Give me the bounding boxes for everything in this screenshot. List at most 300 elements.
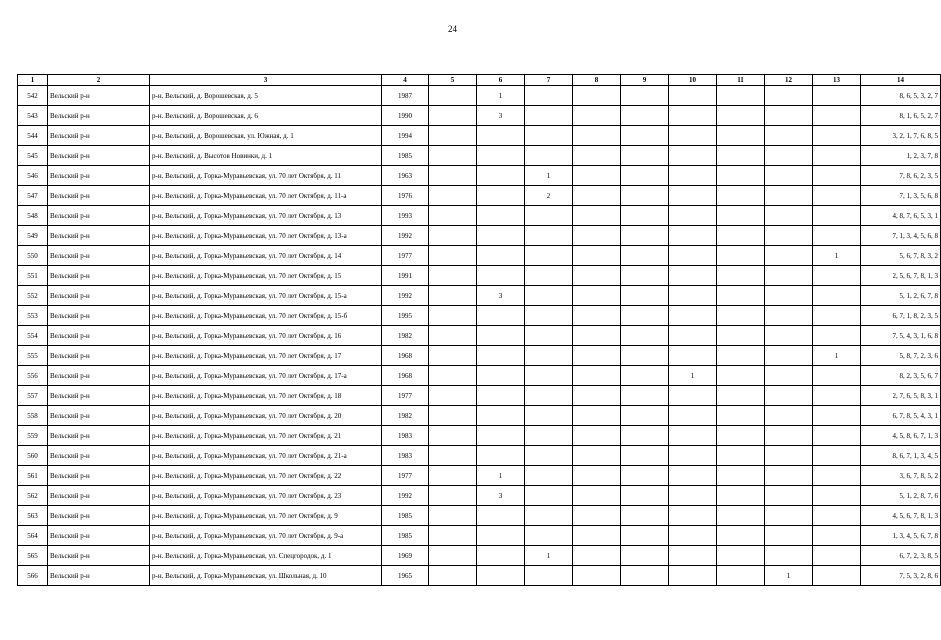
table-row [18,206,941,226]
address-cell: р-н. Вельский, д. Горка-Муравьевская, ул. 70 лет Октября, д. 13 [150,206,382,226]
col12-cell [765,106,813,126]
year-cell: 1982 [382,406,429,426]
address-cell: р-н. Вельский, д. Горка-Муравьевская, ул. 70 лет Октября, д. 16 [150,326,382,346]
district-cell: Вельский р-н [48,106,150,126]
row-number-cell: 548 [18,206,48,226]
col10-cell: 1 [669,366,717,386]
col6-cell [477,186,525,206]
col13-cell: 1 [813,346,861,366]
codes-cell: 4, 5, 6, 7, 8, 1, 3 [861,506,941,526]
col13-cell [813,506,861,526]
column-header-1: 1 [18,75,48,86]
table-row [18,306,941,326]
column-header-5: 5 [429,75,477,86]
table-row [18,246,941,266]
codes-cell: 2, 5, 6, 7, 8, 1, 3 [861,266,941,286]
col7-cell [525,486,573,506]
address-cell: р-н. Вельский, д. Горка-Муравьевская, ул. Спецгородок, д. 1 [150,546,382,566]
column-header-9: 9 [621,75,669,86]
col8-cell [573,146,621,166]
col6-cell [477,126,525,146]
col9-cell [621,166,669,186]
district-cell: Вельский р-н [48,446,150,466]
district-cell: Вельский р-н [48,226,150,246]
col8-cell [573,226,621,246]
col6-cell [477,566,525,586]
col11-cell [717,526,765,546]
col12-cell [765,506,813,526]
col7-cell [525,326,573,346]
row-number-cell: 561 [18,466,48,486]
col13-cell: 1 [813,246,861,266]
col8-cell [573,506,621,526]
col9-cell [621,306,669,326]
col5-cell [429,366,477,386]
codes-cell: 8, 6, 7, 1, 3, 4, 5 [861,446,941,466]
row-number-cell: 554 [18,326,48,346]
row-number-cell: 563 [18,506,48,526]
col5-cell [429,506,477,526]
row-number-cell: 542 [18,86,48,106]
col8-cell [573,566,621,586]
codes-cell: 3, 2, 1, 7, 6, 8, 5 [861,126,941,146]
col5-cell [429,306,477,326]
col5-cell [429,186,477,206]
col11-cell [717,306,765,326]
col12-cell [765,366,813,386]
column-header-3: 3 [150,75,382,86]
district-cell: Вельский р-н [48,426,150,446]
col13-cell [813,126,861,146]
col13-cell [813,366,861,386]
col7-cell [525,146,573,166]
col11-cell [717,286,765,306]
col13-cell [813,326,861,346]
row-number-cell: 545 [18,146,48,166]
col6-cell [477,366,525,386]
col5-cell [429,166,477,186]
table-row [18,266,941,286]
col7-cell [525,526,573,546]
col13-cell [813,446,861,466]
col5-cell [429,406,477,426]
col12-cell [765,306,813,326]
col8-cell [573,466,621,486]
column-header-13: 13 [813,75,861,86]
col12-cell [765,246,813,266]
col12-cell [765,206,813,226]
col12-cell [765,446,813,466]
col5-cell [429,86,477,106]
col13-cell [813,106,861,126]
col10-cell [669,86,717,106]
table-row [18,286,941,306]
codes-cell: 2, 7, 6, 5, 8, 3, 1 [861,386,941,406]
row-number-cell: 553 [18,306,48,326]
year-cell: 1992 [382,226,429,246]
col8-cell [573,326,621,346]
col8-cell [573,166,621,186]
codes-cell: 8, 6, 5, 3, 2, 7 [861,86,941,106]
district-cell: Вельский р-н [48,166,150,186]
col10-cell [669,246,717,266]
codes-cell: 6, 7, 1, 8, 2, 3, 5 [861,306,941,326]
col6-cell: 3 [477,486,525,506]
year-cell: 1990 [382,106,429,126]
row-number-cell: 558 [18,406,48,426]
col12-cell [765,326,813,346]
col11-cell [717,546,765,566]
year-cell: 1977 [382,466,429,486]
table-row [18,346,941,366]
col8-cell [573,266,621,286]
col6-cell [477,146,525,166]
year-cell: 1992 [382,486,429,506]
col5-cell [429,146,477,166]
col13-cell [813,546,861,566]
table-row [18,226,941,246]
column-header-11: 11 [717,75,765,86]
col6-cell [477,546,525,566]
district-cell: Вельский р-н [48,326,150,346]
col7-cell [525,86,573,106]
col7-cell [525,266,573,286]
col13-cell [813,526,861,546]
col9-cell [621,106,669,126]
district-cell: Вельский р-н [48,386,150,406]
register-table [17,74,941,586]
col6-cell [477,406,525,426]
col11-cell [717,486,765,506]
col9-cell [621,146,669,166]
col11-cell [717,366,765,386]
year-cell: 1995 [382,306,429,326]
col5-cell [429,226,477,246]
col9-cell [621,466,669,486]
col5-cell [429,486,477,506]
col10-cell [669,126,717,146]
header-row [18,75,941,86]
col7-cell [525,566,573,586]
col5-cell [429,326,477,346]
address-cell: р-н. Вельский, д. Горка-Муравьевская, ул. 70 лет Октября, д. 15-б [150,306,382,326]
address-cell: р-н. Вельский, д. Горка-Муравьевская, ул. 70 лет Октября, д. 23 [150,486,382,506]
district-cell: Вельский р-н [48,526,150,546]
district-cell: Вельский р-н [48,246,150,266]
col12-cell [765,466,813,486]
address-cell: р-н. Вельский, д. Горка-Муравьевская, ул. 70 лет Октября, д. 15-а [150,286,382,306]
year-cell: 1977 [382,246,429,266]
col8-cell [573,426,621,446]
col8-cell [573,446,621,466]
table-row [18,326,941,346]
col11-cell [717,406,765,426]
col7-cell: 1 [525,166,573,186]
col5-cell [429,346,477,366]
year-cell: 1993 [382,206,429,226]
col9-cell [621,246,669,266]
row-number-cell: 559 [18,426,48,446]
table-row [18,146,941,166]
col6-cell: 1 [477,466,525,486]
year-cell: 1982 [382,326,429,346]
col9-cell [621,126,669,146]
address-cell: р-н. Вельский, д. Горка-Муравьевская, ул. 70 лет Октября, д. 17 [150,346,382,366]
column-header-8: 8 [573,75,621,86]
col10-cell [669,166,717,186]
col8-cell [573,286,621,306]
col7-cell [525,506,573,526]
codes-cell: 5, 1, 2, 6, 7, 8 [861,286,941,306]
col13-cell [813,166,861,186]
district-cell: Вельский р-н [48,286,150,306]
year-cell: 1983 [382,426,429,446]
col8-cell [573,406,621,426]
table-row [18,446,941,466]
col12-cell [765,406,813,426]
col11-cell [717,346,765,366]
col8-cell [573,86,621,106]
address-cell: р-н. Вельский, д. Горка-Муравьевская, ул. 70 лет Октября, д. 21 [150,426,382,446]
col12-cell [765,426,813,446]
col12-cell [765,346,813,366]
col9-cell [621,446,669,466]
col5-cell [429,286,477,306]
col12-cell: 1 [765,566,813,586]
col7-cell [525,346,573,366]
year-cell: 1987 [382,86,429,106]
row-number-cell: 557 [18,386,48,406]
row-number-cell: 564 [18,526,48,546]
col8-cell [573,186,621,206]
col7-cell [525,306,573,326]
address-cell: р-н. Вельский, д. Горка-Муравьевская, ул. 70 лет Октября, д. 13-а [150,226,382,246]
col5-cell [429,266,477,286]
col9-cell [621,366,669,386]
col10-cell [669,526,717,546]
col8-cell [573,546,621,566]
col12-cell [765,86,813,106]
col10-cell [669,326,717,346]
address-cell: р-н. Вельский, д. Горка-Муравьевская, ул. 70 лет Октября, д. 11-а [150,186,382,206]
col13-cell [813,466,861,486]
year-cell: 1985 [382,526,429,546]
row-number-cell: 556 [18,366,48,386]
col10-cell [669,186,717,206]
col12-cell [765,226,813,246]
col8-cell [573,206,621,226]
col9-cell [621,486,669,506]
column-header-7: 7 [525,75,573,86]
column-header-6: 6 [477,75,525,86]
col9-cell [621,426,669,446]
col5-cell [429,446,477,466]
col7-cell [525,366,573,386]
table-row [18,186,941,206]
year-cell: 1969 [382,546,429,566]
col9-cell [621,286,669,306]
col13-cell [813,286,861,306]
row-number-cell: 565 [18,546,48,566]
col10-cell [669,406,717,426]
col6-cell [477,446,525,466]
col11-cell [717,166,765,186]
col10-cell [669,206,717,226]
col7-cell [525,106,573,126]
codes-cell: 1, 2, 3, 7, 8 [861,146,941,166]
col8-cell [573,486,621,506]
address-cell: р-н. Вельский, д. Горка-Муравьевская, ул. 70 лет Октября, д. 21-а [150,446,382,466]
row-number-cell: 551 [18,266,48,286]
col13-cell [813,406,861,426]
col9-cell [621,406,669,426]
col5-cell [429,246,477,266]
year-cell: 1994 [382,126,429,146]
col9-cell [621,526,669,546]
table-row [18,126,941,146]
year-cell: 1983 [382,446,429,466]
codes-cell: 5, 6, 7, 8, 3, 2 [861,246,941,266]
col13-cell [813,566,861,586]
col9-cell [621,326,669,346]
col10-cell [669,546,717,566]
col9-cell [621,226,669,246]
col13-cell [813,146,861,166]
district-cell: Вельский р-н [48,306,150,326]
table-row [18,426,941,446]
address-cell: р-н. Вельский, д. Горка-Муравьевская, ул. 70 лет Октября, д. 22 [150,466,382,486]
col10-cell [669,226,717,246]
col8-cell [573,106,621,126]
col6-cell: 1 [477,86,525,106]
column-header-14: 14 [861,75,941,86]
col7-cell [525,246,573,266]
codes-cell: 1, 3, 4, 5, 6, 7, 8 [861,526,941,546]
row-number-cell: 546 [18,166,48,186]
codes-cell: 7, 8, 6, 2, 3, 5 [861,166,941,186]
page-number: 24 [448,24,457,34]
codes-cell: 8, 2, 3, 5, 6, 7 [861,366,941,386]
table-row [18,466,941,486]
col7-cell [525,466,573,486]
col8-cell [573,346,621,366]
row-number-cell: 566 [18,566,48,586]
col13-cell [813,226,861,246]
year-cell: 1963 [382,166,429,186]
address-cell: р-н. Вельский, д. Горка-Муравьевская, ул. 70 лет Октября, д. 9 [150,506,382,526]
address-cell: р-н. Вельский, д. Горка-Муравьевская, ул. 70 лет Октября, д. 11 [150,166,382,186]
table-row [18,566,941,586]
table-row [18,106,941,126]
row-number-cell: 547 [18,186,48,206]
column-header-10: 10 [669,75,717,86]
address-cell: р-н. Вельский, д. Горка-Муравьевская, ул. 70 лет Октября, д. 15 [150,266,382,286]
col7-cell [525,286,573,306]
district-cell: Вельский р-н [48,146,150,166]
col11-cell [717,226,765,246]
col10-cell [669,266,717,286]
row-number-cell: 544 [18,126,48,146]
district-cell: Вельский р-н [48,566,150,586]
address-cell: р-н. Вельский, д. Горка-Муравьевская, ул. Школьная, д. 10 [150,566,382,586]
col11-cell [717,86,765,106]
district-cell: Вельский р-н [48,366,150,386]
col13-cell [813,426,861,446]
row-number-cell: 543 [18,106,48,126]
col5-cell [429,566,477,586]
district-cell: Вельский р-н [48,406,150,426]
col11-cell [717,206,765,226]
district-cell: Вельский р-н [48,266,150,286]
year-cell: 1991 [382,266,429,286]
col6-cell [477,266,525,286]
district-cell: Вельский р-н [48,206,150,226]
col6-cell [477,346,525,366]
col5-cell [429,466,477,486]
col12-cell [765,286,813,306]
table-row [18,506,941,526]
column-header-4: 4 [382,75,429,86]
col10-cell [669,306,717,326]
district-cell: Вельский р-н [48,346,150,366]
col11-cell [717,266,765,286]
col11-cell [717,146,765,166]
address-cell: р-н. Вельский, д. Горка-Муравьевская, ул. 70 лет Октября, д. 18 [150,386,382,406]
year-cell: 1977 [382,386,429,406]
col6-cell [477,166,525,186]
row-number-cell: 552 [18,286,48,306]
col5-cell [429,386,477,406]
col10-cell [669,446,717,466]
col11-cell [717,246,765,266]
col11-cell [717,426,765,446]
codes-cell: 3, 6, 7, 8, 5, 2 [861,466,941,486]
col10-cell [669,506,717,526]
col7-cell [525,386,573,406]
row-number-cell: 550 [18,246,48,266]
col13-cell [813,206,861,226]
col7-cell [525,126,573,146]
year-cell: 1968 [382,366,429,386]
col9-cell [621,566,669,586]
col13-cell [813,386,861,406]
address-cell: р-н. Вельский, д. Ворошевская, д. 5 [150,86,382,106]
district-cell: Вельский р-н [48,486,150,506]
col10-cell [669,466,717,486]
col5-cell [429,106,477,126]
col12-cell [765,146,813,166]
col8-cell [573,526,621,546]
address-cell: р-н. Вельский, д. Высотов Новинки, д. 1 [150,146,382,166]
table-row [18,546,941,566]
col13-cell [813,266,861,286]
col12-cell [765,546,813,566]
col7-cell: 1 [525,546,573,566]
col10-cell [669,346,717,366]
col5-cell [429,206,477,226]
col10-cell [669,426,717,446]
col7-cell [525,406,573,426]
col9-cell [621,266,669,286]
table-row [18,366,941,386]
col6-cell: 3 [477,286,525,306]
col11-cell [717,446,765,466]
col13-cell [813,186,861,206]
district-cell: Вельский р-н [48,86,150,106]
row-number-cell: 555 [18,346,48,366]
col5-cell [429,426,477,446]
table-row [18,386,941,406]
